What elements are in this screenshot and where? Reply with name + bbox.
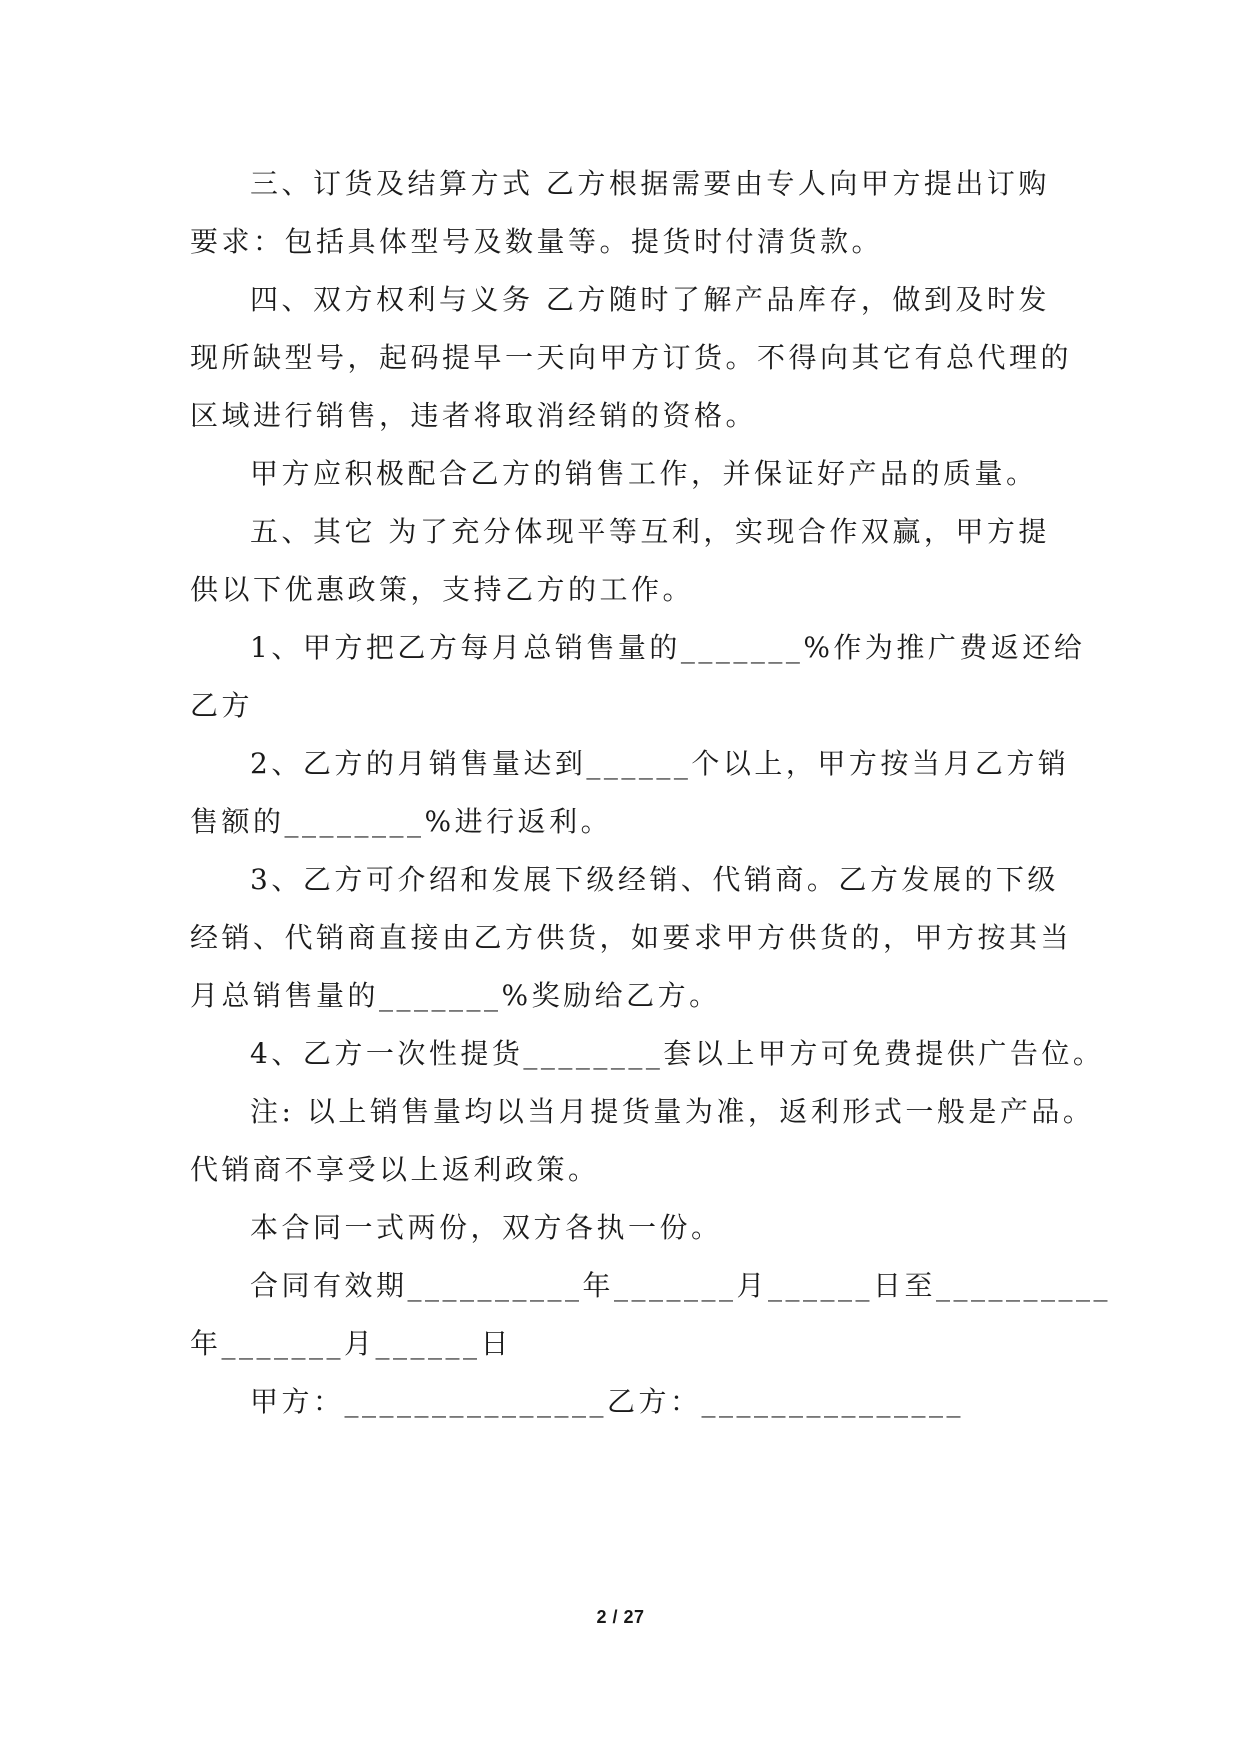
paragraph-line: 供以下优惠政策，支持乙方的工作。 [190, 573, 695, 606]
paragraph-line: 区域进行销售，违者将取消经销的资格。 [190, 399, 758, 432]
signature-line: 甲方：_______________乙方：_______________ [250, 1385, 965, 1418]
paragraph-line: 合同有效期__________年_______月______日至__________ [250, 1269, 1112, 1302]
paragraph-line: 经销、代销商直接由乙方供货，如要求甲方供货的，甲方按其当 [190, 921, 1073, 954]
paragraph-line: 要求：包括具体型号及数量等。提货时付清货款。 [190, 225, 884, 258]
paragraph-line: 现所缺型号，起码提早一天向甲方订货。不得向其它有总代理的 [190, 341, 1073, 374]
paragraph-line: 2、乙方的月销售量达到______个以上，甲方按当月乙方销 [250, 747, 1070, 780]
paragraph-line: 售额的________%进行返利。 [190, 805, 613, 838]
page-number: 2 / 27 [596, 1607, 645, 1627]
paragraph-line: 3、乙方可介绍和发展下级经销、代销商。乙方发展的下级 [250, 863, 1059, 896]
paragraph-line: 注: 以上销售量均以当月提货量为准，返利形式一般是产品。 [250, 1095, 1095, 1128]
paragraph-line: 三、订货及结算方式 乙方根据需要由专人向甲方提出订购 [250, 167, 1050, 200]
paragraph-line: 4、乙方一次性提货________套以上甲方可免费提供广告位。 [250, 1037, 1105, 1070]
paragraph-line: 代销商不享受以上返利政策。 [190, 1153, 600, 1186]
paragraph-line: 年_______月______日 [190, 1327, 513, 1360]
paragraph-line: 1、甲方把乙方每月总销售量的_______%作为推广费返还给 [250, 631, 1086, 664]
paragraph-line: 本合同一式两份，双方各执一份。 [250, 1211, 723, 1244]
paragraph-line: 甲方应积极配合乙方的销售工作，并保证好产品的质量。 [250, 457, 1038, 490]
paragraph-line: 五、其它 为了充分体现平等互利，实现合作双赢，甲方提 [250, 515, 1050, 548]
paragraph-line: 四、双方权利与义务 乙方随时了解产品库存，做到及时发 [250, 283, 1050, 316]
paragraph-line: 乙方 [190, 689, 254, 722]
paragraph-line: 月总销售量的_______%奖励给乙方。 [190, 979, 721, 1012]
